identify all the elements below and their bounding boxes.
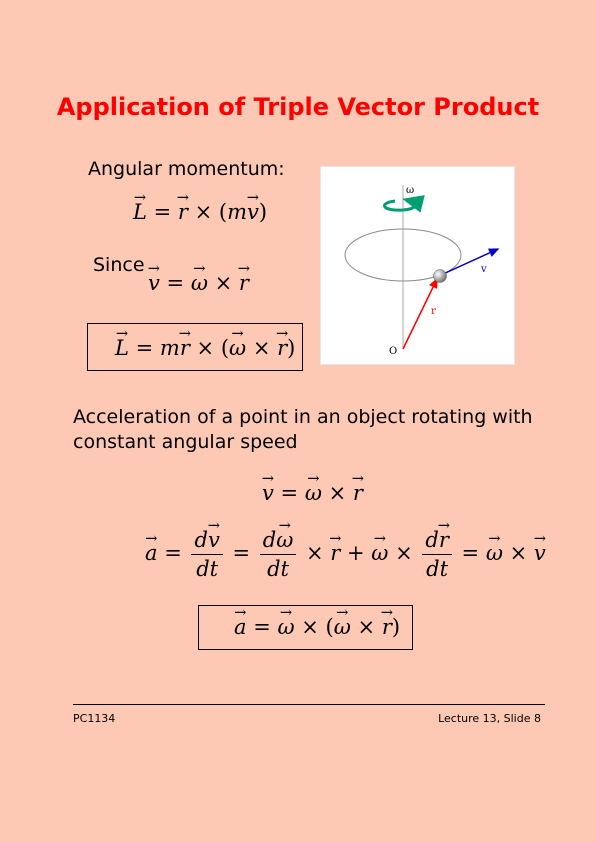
footer-slide-number: Lecture 13, Slide 8 [438,712,541,725]
v-vector-arrow [441,249,498,275]
rotation-diagram [320,166,515,365]
velocity-equation: → v = → ω × → r [148,271,249,295]
omega-label: ω [406,185,415,196]
angular-momentum-label: Angular momentum: [88,158,285,180]
since-label: Since [93,254,145,276]
origin-label: O [389,346,398,357]
particle-ball [434,270,447,283]
velocity-equation-2: → v = → ω × → r [262,481,363,505]
r-label: r [431,306,436,317]
acceleration-text-line2: constant angular speed [73,431,298,453]
rotation-diagram-svg [321,167,514,364]
rotation-arrow [385,201,416,210]
v-label: v [481,264,487,275]
boxed-angular-momentum-equation: → L = m→ r × (→ ω × → r) [115,336,295,360]
slide-title: Application of Triple Vector Product [56,93,540,121]
acceleration-text-line1: Acceleration of a point in an object rotating with [73,406,533,428]
angular-momentum-equation: → L = → r × (m→ v) [133,200,267,224]
boxed-acceleration-equation: → a = → ω × (→ ω × → r) [234,615,400,639]
footer-divider [73,704,545,705]
footer-course-code: PC1134 [73,712,116,725]
acceleration-derivation-equation: → a = $\frac{d\to v}{dt}$ = $\frac{d\to \omega}{dt}$ × → r + → ω × $\frac{d\to r}{dt}$ = → ω × → v [145,528,546,581]
